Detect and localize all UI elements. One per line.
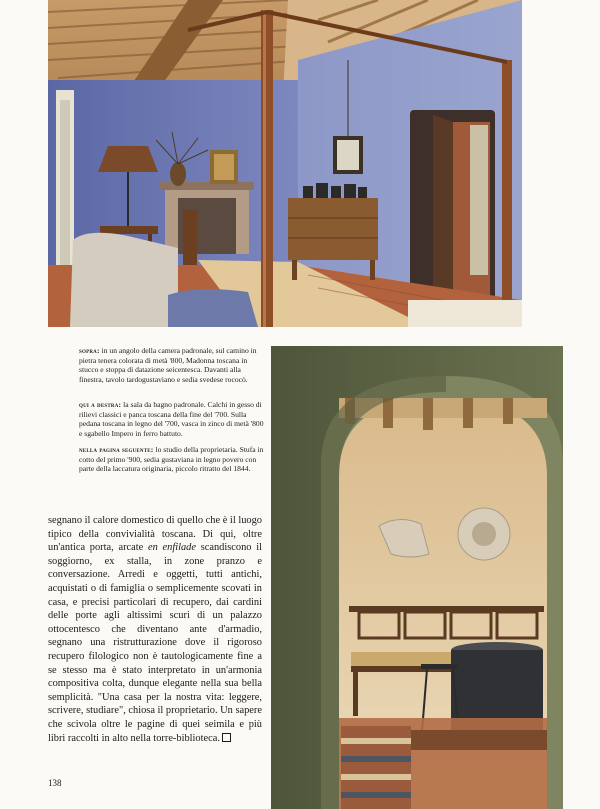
caption-qui-text: la sala da bagno padronale. Calchi in gesso di rilievi classici e panca toscana della fine del '700. Sulla pedana toscana in legno del '700, vasca in zinco di metà '800 e sgabello Impero in ferro battuto. <box>79 400 264 438</box>
caption-sopra-lead: sopra: <box>79 346 100 355</box>
page-number: 138 <box>48 778 62 788</box>
caption-sopra-text: in un angolo della camera padronale, sul camino in pietra tenera colorata di metà '800, Madonna toscana in stucco e stoppa di datazione seicentesca. Davanti alla finestra, tavolo tardogustaviano e sedia svedese rococò. <box>79 346 257 384</box>
bathroom-illustration <box>271 346 563 809</box>
photo-master-bathroom <box>271 346 563 809</box>
caption-nella-pagina-seguente <box>79 445 265 474</box>
body-text-part1: segnano il calore domestico di quello che è il luogo tipico della convivialità toscana. Di qui, oltre un'antica porta, arcate <box>48 515 262 554</box>
caption-nella-lead: nella pagina seguente: <box>79 445 154 454</box>
end-of-article-square-icon <box>222 733 231 742</box>
bedroom-illustration <box>48 0 522 327</box>
caption-qui-lead: qui a destra: <box>79 400 122 409</box>
photo-master-bedroom <box>48 0 522 327</box>
caption-qui-a-destra <box>79 400 265 438</box>
body-text-part2: scandiscono il soggiorno, ex stalla, in zone pranzo e conversazione. Arredi e oggetti, tutti antichi, acquistati o di famiglia o semplicemente scovati in casa, e precisi particolari di recupero, dai cardini delle porte agli altissimi scuri di un palazzo ottocentesco che diventano ante d'armadio, segnano una ristrutturazione dove il rigoroso recupero filologico non è tautologicamente fine a se stesso ma è stato interpretato in un'armonia compositiva colta, dunque elegante nella sua bella semplicità. "Una casa per la nostra vita: leggere, scrivere, studiare", chiosa il proprietario. Un sapere che scivola oltre le pagine di quei seimila e più libri raccolti in alto nella torre-biblioteca. <box>48 542 262 744</box>
caption-nella-text: lo studio della proprietaria. Stufa in cotto del primo '900, sedia gustaviana in legno povero con parte della laccatura originaria, piccolo ritratto del 1844. <box>79 445 264 474</box>
body-text-italic: en enfilade <box>147 542 196 554</box>
article-body-text <box>48 514 262 745</box>
caption-sopra <box>79 346 265 384</box>
